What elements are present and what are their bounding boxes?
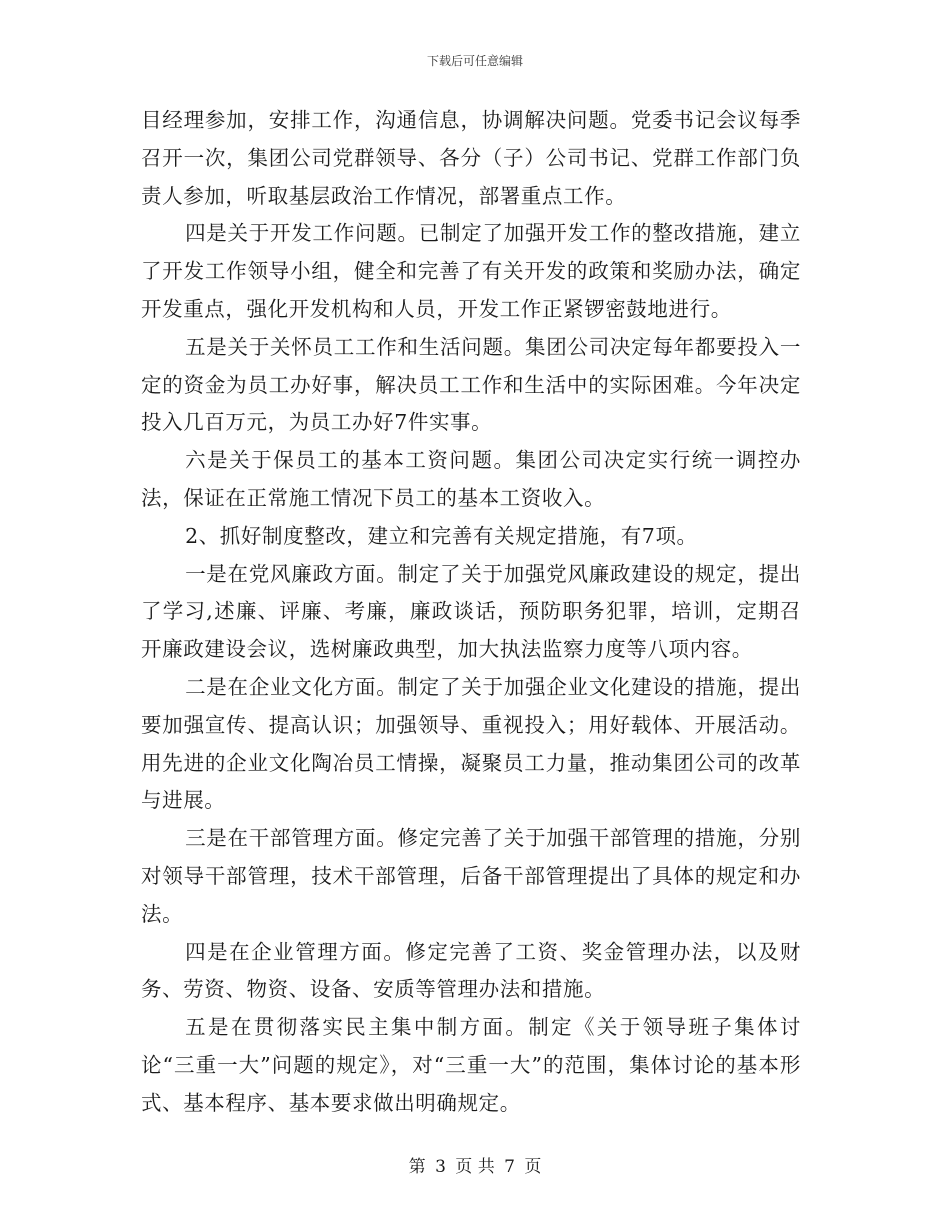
footer-middle: 页 共 bbox=[455, 1157, 495, 1177]
paragraph-basic-wage: 六是关于保员工的基本工资问题。集团公司决定实行统一调控办法，保证在正常施工情况下员工的基本工资收入。 bbox=[141, 448, 801, 510]
paragraph-section-heading: 2、抓好制度整改，建立和完善有关规定措施，有7项。 bbox=[185, 523, 698, 548]
page-footer bbox=[0, 1152, 950, 1177]
page-header-note: 下载后可任意编辑 bbox=[426, 54, 523, 68]
paragraph-integrity: 一是在党风廉政方面。制定了关于加强党风廉政建设的规定，提出了学习,述廉、评廉、考廉，廉政谈话，预防职务犯罪，培训，定期召开廉政建设会议，选树廉政典型，加大执法监察力度等八项内容。 bbox=[141, 561, 801, 662]
footer-suffix: 页 bbox=[524, 1157, 542, 1177]
paragraph-continuation: 目经理参加，安排工作，沟通信息，协调解决问题。党委书记会议每季召开一次，集团公司党群领导、各分（子）公司书记、党群工作部门负责人参加，听取基层政治工作情况，部署重点工作。 bbox=[141, 108, 801, 208]
footer-prefix: 第 bbox=[408, 1157, 426, 1177]
footer-current-page: 3 bbox=[435, 1157, 446, 1177]
paragraph-enterprise-management: 四是在企业管理方面。修定完善了工资、奖金管理办法，以及财务、劳资、物资、设备、安质等管理办法和措施。 bbox=[141, 939, 801, 1002]
paragraph-cadre-management: 三是在干部管理方面。修定完善了关于加强干部管理的措施，分别对领导干部管理，技术干部管理，后备干部管理提出了具体的规定和办法。 bbox=[141, 826, 801, 926]
footer-total-pages: 7 bbox=[504, 1157, 515, 1177]
paragraph-employee-care: 五是关于关怀员工工作和生活问题。集团公司决定每年都要投入一定的资金为员工办好事，解决员工工作和生活中的实际困难。今年决定投入几百万元，为员工办好7件实事。 bbox=[141, 334, 801, 435]
paragraph-democratic-centralism: 五是在贯彻落实民主集中制方面。制定《关于领导班子集体讨论“三重一大”问题的规定》，对“三重一大”的范围，集体讨论的基本形式、基本程序、基本要求做出明确规定。 bbox=[141, 1015, 801, 1115]
document-body bbox=[141, 102, 801, 1123]
paragraph-development-work: 四是关于开发工作问题。已制定了加强开发工作的整改措施，建立了开发工作领导小组，健全和完善了有关开发的政策和奖励办法，确定开发重点，强化开发机构和人员，开发工作正紧锣密鼓地进行。 bbox=[141, 221, 801, 321]
paragraph-corporate-culture: 二是在企业文化方面。制定了关于加强企业文化建设的措施，提出要加强宣传、提高认识；加强领导、重视投入；用好载体、开展活动。用先进的企业文化陶冶员工情操，凝聚员工力量，推动集团公司的改革与进展。 bbox=[141, 674, 801, 813]
